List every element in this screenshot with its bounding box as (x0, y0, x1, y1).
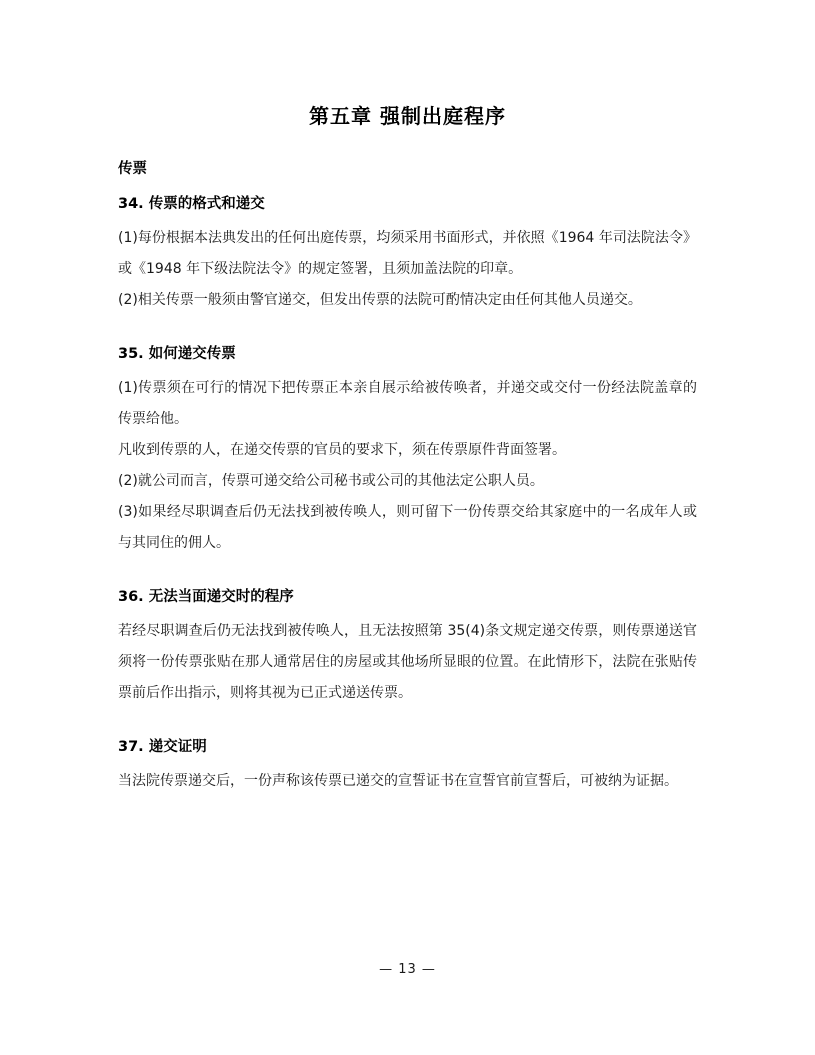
section-35-heading: 35. 如何递交传票 (118, 346, 236, 362)
section-35-paragraph-4: (3)如果经尽职调查后仍无法找到被传唤人，则可留下一份传票交给其家庭中的一名成年人或与其同住的佣人。 (118, 504, 697, 551)
section-34 (118, 192, 697, 316)
lead-label: 传票 (118, 161, 147, 177)
section-34-paragraph-2: (2)相关传票一般须由警官递交，但发出传票的法院可酌情决定由任何其他人员递交。 (118, 292, 642, 308)
section-35 (118, 342, 697, 559)
page-number: — 13 — (379, 962, 436, 977)
section-35-paragraph-3: (2)就公司而言，传票可递交给公司秘书或公司的其他法定公职人员。 (118, 473, 544, 489)
section-35-paragraph-2: 凡收到传票的人，在递交传票的官员的要求下，须在传票原件背面签署。 (118, 442, 566, 458)
section-35-paragraph-1: (1)传票须在可行的情况下把传票正本亲自展示给被传唤者，并递交或交付一份经法院盖章的传票给他。 (118, 380, 697, 427)
section-37 (118, 735, 697, 797)
section-34-heading: 34. 传票的格式和递交 (118, 196, 265, 212)
section-34-paragraph-1: (1)每份根据本法典发出的任何出庭传票，均须采用书面形式，并依照《1964 年司法院法令》或《1948 年下级法院法令》的规定签署，且须加盖法院的印章。 (118, 230, 697, 277)
section-37-heading: 37. 递交证明 (118, 739, 207, 755)
page-title: 第五章 强制出庭程序 (309, 104, 506, 128)
section-36-paragraph-1: 若经尽职调查后仍无法找到被传唤人，且无法按照第 35(4)条文规定递交传票，则传票递送官须将一份传票张贴在那人通常居住的房屋或其他场所显眼的位置。在此情形下，法院在张贴传票前后作出指示，则将其视为已正式递送传票。 (118, 623, 697, 701)
section-36 (118, 585, 697, 709)
section-37-paragraph-1: 当法院传票递交后，一份声称该传票已递交的宣誓证书在宣誓官前宣誓后，可被纳为证据。 (118, 773, 678, 789)
section-36-heading: 36. 无法当面递交时的程序 (118, 589, 294, 605)
